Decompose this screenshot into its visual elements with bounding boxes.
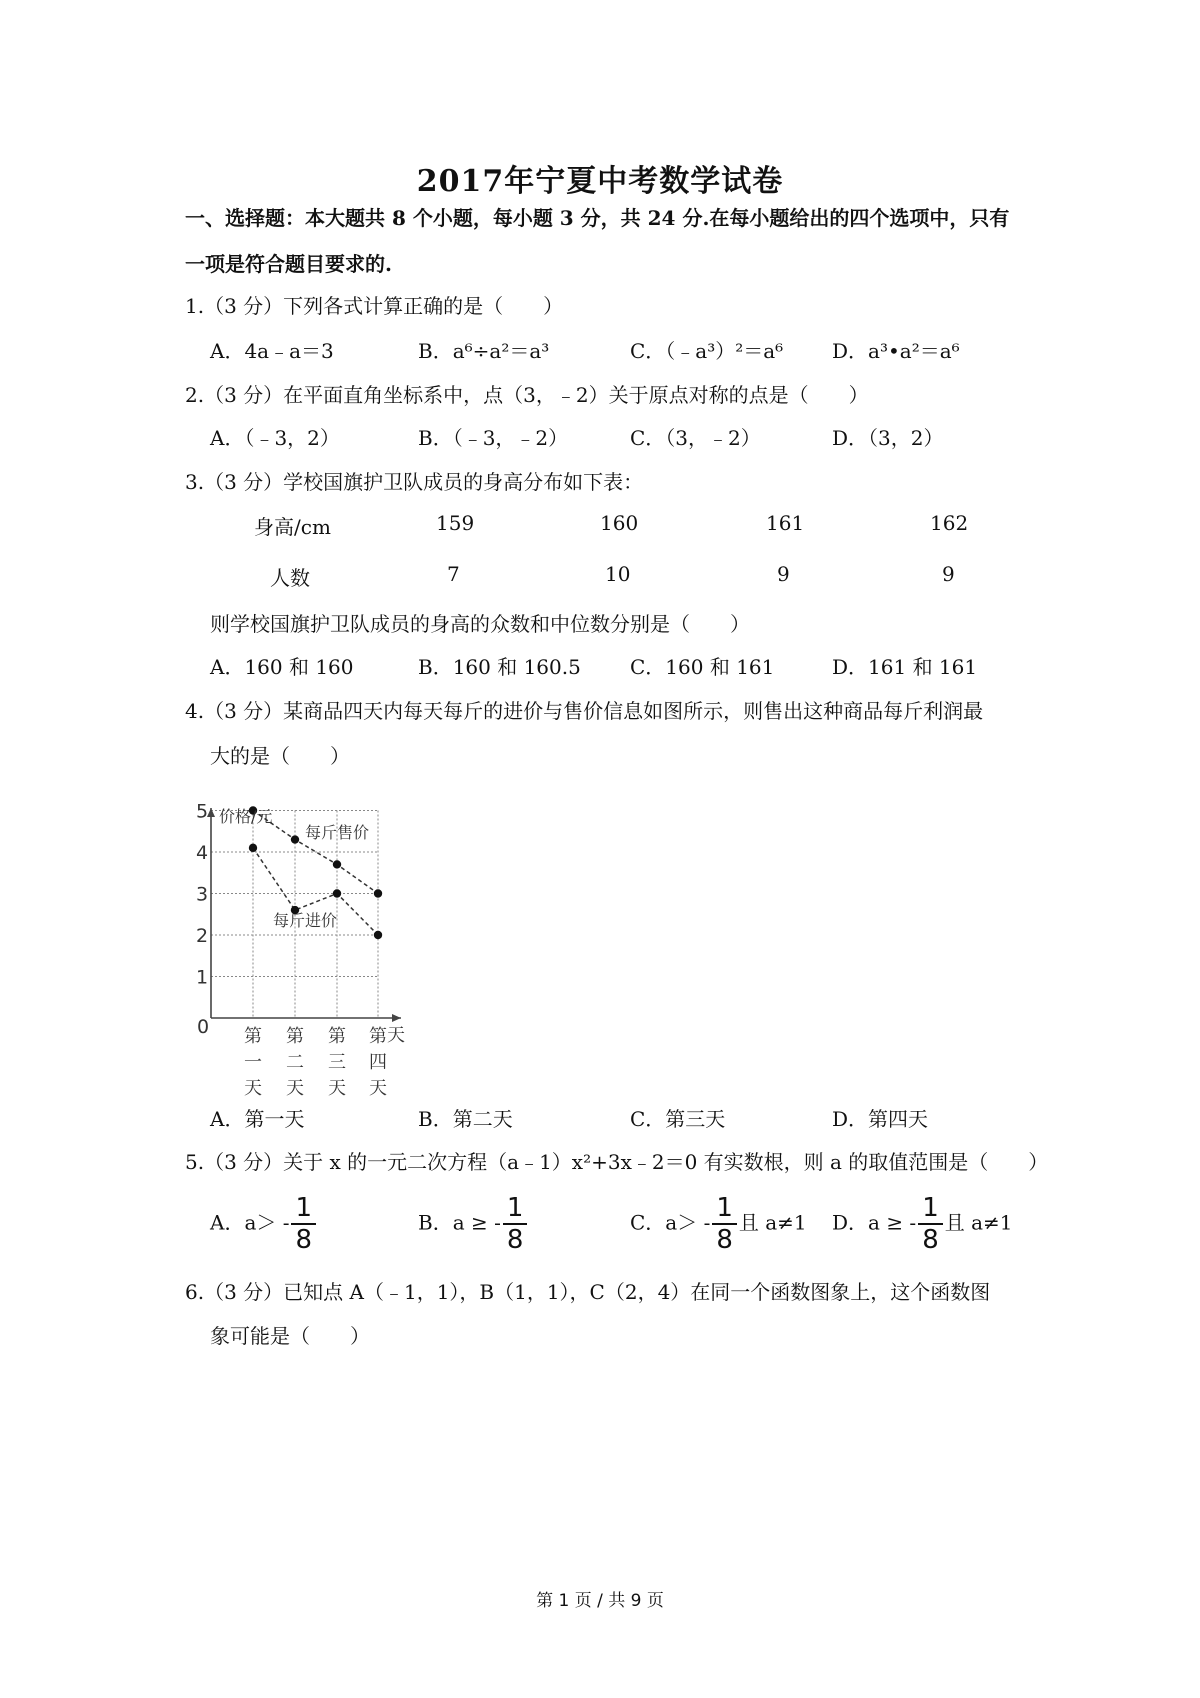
q2-option-b: B．（﹣3，﹣2） <box>418 426 569 450</box>
x-tick-label: 第 <box>244 1026 262 1047</box>
question-5-stem: 5.（3 分）关于 x 的一元二次方程（a﹣1）x²+3x﹣2＝0 有实数根，则 a 的取值范围是（ ） <box>185 1150 1049 1174</box>
x-axis-arrow <box>392 1014 401 1022</box>
y-tick-label: 2 <box>196 925 209 947</box>
fraction-denominator: 8 <box>922 1225 939 1255</box>
q4-option-d: D．第四天 <box>832 1107 929 1131</box>
q5-option-c-suffix: 且 a≠1 <box>738 1210 807 1235</box>
series-label-cost: 每斤进价 <box>273 911 338 930</box>
question-6-stem-line1: 6.（3 分）已知点 A（﹣1，1），B（1，1），C（2，4）在同一个函数图象上，这个函数图 <box>185 1280 991 1304</box>
table-row1-label: 身高/cm <box>254 515 331 539</box>
y-tick-label: 3 <box>196 883 209 906</box>
q1-option-c: C．（﹣a³）²＝a⁶ <box>630 339 784 363</box>
x-tick-label: 第 <box>286 1026 304 1047</box>
fraction-denominator: 8 <box>295 1225 313 1255</box>
x-tick-label: 天 <box>286 1078 304 1099</box>
x-tick-label: 二 <box>286 1052 304 1073</box>
table-row2-label: 人数 <box>270 566 310 590</box>
q5-option-a <box>210 1193 318 1255</box>
x-axis-label: 天 <box>387 1025 405 1046</box>
q5-option-c <box>630 1193 807 1255</box>
q2-option-c: C．（3，﹣2） <box>630 426 761 450</box>
table-cell: 10 <box>605 562 631 586</box>
fraction-numerator: 1 <box>503 1193 528 1225</box>
fraction-denominator: 8 <box>716 1225 733 1255</box>
fraction <box>291 1193 316 1255</box>
section-heading-line1: 一、选择题：本大题共 8 个小题，每小题 3 分，共 24 分.在每小题给出的四个选项中，只有 <box>185 206 1010 230</box>
q1-option-a: A．4a﹣a＝3 <box>210 339 334 363</box>
series-label-sale: 每斤售价 <box>305 823 370 842</box>
q3-option-b: B．160 和 160.5 <box>418 655 581 679</box>
data-point <box>333 860 341 868</box>
fraction-numerator: 1 <box>712 1193 737 1225</box>
y-tick-label: 5 <box>196 800 209 823</box>
question-6-stem-line2: 象可能是（ ） <box>210 1324 370 1348</box>
q5-option-c-text: C．a＞ - <box>630 1210 711 1235</box>
x-tick-label: 四 <box>369 1052 387 1073</box>
fraction-denominator: 8 <box>506 1225 524 1255</box>
y-axis-arrow <box>207 808 215 817</box>
y-axis-label: 价格/元 <box>219 807 273 826</box>
q4-option-b: B．第二天 <box>418 1107 513 1131</box>
q5-option-d-suffix: 且 a≠1 <box>944 1210 1013 1235</box>
x-tick-label: 一 <box>244 1052 262 1073</box>
x-tick-label: 第 <box>328 1026 346 1047</box>
question-2-stem: 2.（3 分）在平面直角坐标系中，点（3，﹣2）关于原点对称的点是（ ） <box>185 383 869 407</box>
q5-option-b <box>418 1193 529 1255</box>
x-tick-label: 天 <box>328 1078 346 1099</box>
q5-option-d <box>832 1193 1013 1255</box>
q3-option-d: D．161 和 161 <box>832 655 978 679</box>
q3-option-c: C．160 和 161 <box>630 655 775 679</box>
data-point <box>291 835 299 843</box>
y-tick-label: 1 <box>196 966 209 989</box>
x-tick-label: 三 <box>328 1052 346 1073</box>
q1-option-d: D．a³•a²＝a⁶ <box>832 339 960 363</box>
question-3-prompt: 则学校国旗护卫队成员的身高的众数和中位数分别是（ ） <box>210 612 750 636</box>
q5-option-a-text: A．a＞ - <box>210 1210 290 1235</box>
q1-option-b: B．a⁶÷a²＝a³ <box>418 339 550 363</box>
q3-option-a: A．160 和 160 <box>210 655 354 679</box>
data-point <box>333 889 341 897</box>
data-point <box>374 889 382 897</box>
x-tick-label: 第 <box>369 1026 387 1047</box>
q5-option-b-text: B．a ≥ - <box>418 1210 501 1235</box>
question-1-stem: 1.（3 分）下列各式计算正确的是（ ） <box>185 294 564 318</box>
fraction <box>918 1193 943 1255</box>
table-cell: 159 <box>436 511 475 535</box>
data-point <box>249 844 257 852</box>
fraction-numerator: 1 <box>918 1193 943 1225</box>
q2-option-a: A．（﹣3，2） <box>210 426 340 450</box>
x-tick-label: 天 <box>369 1078 387 1099</box>
table-cell: 7 <box>447 562 460 586</box>
y-tick-label: 4 <box>196 842 209 864</box>
x-tick-label: 天 <box>244 1078 262 1099</box>
q2-option-d: D．（3，2） <box>832 426 944 450</box>
q4-option-a: A．第一天 <box>210 1107 305 1131</box>
fraction <box>503 1193 528 1255</box>
fraction <box>712 1193 737 1255</box>
table-cell: 160 <box>600 511 639 535</box>
question-4-stem-line1: 4.（3 分）某商品四天内每天每斤的进价与售价信息如图所示，则售出这种商品每斤利润最 <box>185 699 984 723</box>
page-footer: 第 1 页 / 共 9 页 <box>536 1591 664 1611</box>
table-cell: 162 <box>930 511 969 535</box>
fraction-numerator: 1 <box>291 1193 316 1225</box>
table-cell: 9 <box>942 562 955 586</box>
section-heading-line2: 一项是符合题目要求的. <box>185 252 392 276</box>
data-point <box>374 931 382 939</box>
question-3-stem: 3.（3 分）学校国旗护卫队成员的身高分布如下表： <box>185 470 644 494</box>
table-cell: 9 <box>777 562 790 586</box>
q4-option-c: C．第三天 <box>630 1107 726 1131</box>
question-4-stem-line2: 大的是（ ） <box>210 744 350 768</box>
y-tick-label: 0 <box>197 1016 210 1038</box>
q5-option-d-text: D．a ≥ - <box>832 1210 917 1235</box>
page-title: 2017年宁夏中考数学试卷 <box>416 164 784 199</box>
table-cell: 161 <box>766 511 805 535</box>
